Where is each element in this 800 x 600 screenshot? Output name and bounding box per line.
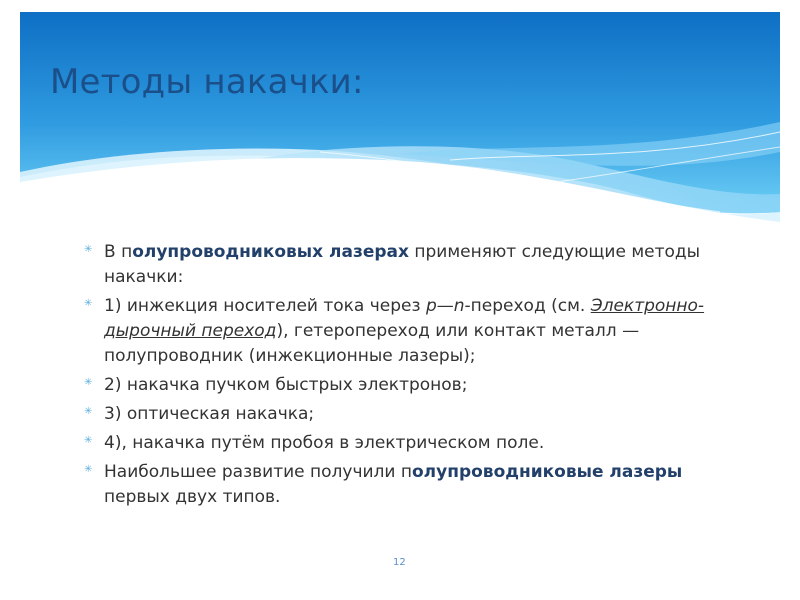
pn-junction-link[interactable]: Электронно-дырочный переход — [104, 296, 705, 341]
text-run: первых двух типов. — [104, 487, 281, 507]
text-run: ), гетеропереход или контакт металл — полупроводник (инжекционные лазеры); — [104, 321, 640, 366]
asterisk-bullet-icon: ✳ — [84, 464, 93, 475]
asterisk-bullet-icon: ✳ — [84, 406, 93, 417]
bold-term: олупроводниковые лазеры — [412, 462, 683, 482]
text-run: В п — [104, 242, 133, 262]
list-item — [84, 402, 744, 427]
text-run: 2) накачка пучком быстрых электронов; — [104, 375, 468, 395]
page-number: 12 — [393, 557, 406, 568]
bullet-list — [84, 240, 744, 514]
list-item — [84, 373, 744, 398]
asterisk-bullet-icon: ✳ — [84, 244, 93, 255]
list-item — [84, 240, 744, 290]
text-run: — — [436, 296, 454, 316]
text-run: 3) оптическая накачка; — [104, 404, 315, 424]
text-run: Наибольшее развитие получили п — [104, 462, 412, 482]
bold-term: олупроводниковых лазерах — [132, 242, 409, 262]
slide-title: Методы накачки: — [50, 62, 364, 102]
list-item — [84, 460, 744, 510]
asterisk-bullet-icon: ✳ — [84, 435, 93, 446]
list-item — [84, 294, 744, 369]
italic-term: n — [453, 296, 465, 316]
text-run: 4), накачка путём пробоя в электрическом поле. — [104, 433, 545, 453]
text-run: применяют следующие методы накачки: — [104, 242, 701, 287]
text-run: 1) инжекция носителей тока через — [104, 296, 426, 316]
asterisk-bullet-icon: ✳ — [84, 377, 93, 388]
text-run: -переход (см. — [464, 296, 591, 316]
italic-term: p — [425, 296, 437, 316]
sky-wave-banner — [20, 12, 780, 227]
asterisk-bullet-icon: ✳ — [84, 298, 93, 309]
list-item — [84, 431, 744, 456]
